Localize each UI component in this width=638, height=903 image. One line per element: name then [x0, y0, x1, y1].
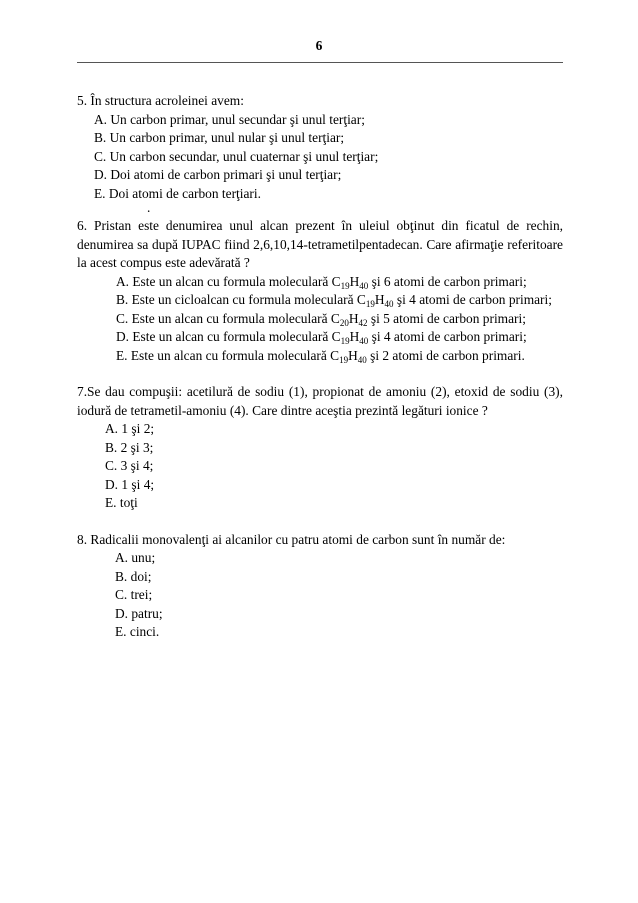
question-8-stem: 8. Radicalii monovalenţi ai alcanilor cu patru atomi de carbon sunt în număr de: [77, 531, 506, 547]
spacer [77, 513, 563, 531]
question-7-stem: 7.Se dau compuşii: acetilură de sodiu (1), propionat de amoniu (2), etoxid de sodiu (3), iodură de tetrametil-amoniu (4). Care dintre aceştia prezintă legături ionice ? [77, 384, 563, 418]
q7-option-e: E. toţi [105, 495, 138, 510]
subscript-carbon: 19 [339, 354, 349, 365]
question-5-options [77, 111, 563, 204]
formula-hydrogen: H [349, 329, 360, 344]
q5-option-c: C. Un carbon secundar, unul cuaternar şi unul terţiar; [94, 148, 379, 164]
q8-option-d: D. patru; [115, 605, 163, 621]
q8-option-e: E. cinci. [115, 624, 160, 639]
question-6 [77, 217, 563, 365]
formula-prefix: B. Este un cicloalcan cu formula moleculară C [116, 292, 366, 307]
formula-hydrogen: H [349, 273, 360, 289]
q6-option-e [77, 347, 563, 366]
page-number: 6 [315, 38, 323, 53]
formula-suffix: şi 2 atomi de carbon primari. [366, 347, 525, 363]
q8-option-a: A. unu; [115, 550, 156, 565]
question-6-options [77, 273, 563, 366]
q7-option-d: D. 1 şi 4; [105, 476, 155, 492]
q5-option-a: A. Un carbon primar, unul secundar şi unul terţiar; [94, 111, 365, 127]
formula-prefix: A. Este un alcan cu formula moleculară C [116, 273, 341, 289]
question-6-stem: 6. Pristan este denumirea unul alcan prezent în uleiul obţinut din ficatul de rechin, denumirea sa după IUPAC fiind 2,6,10,14-tetrametilpentadecan. Care afirmaţie referitoare la acest compus este adevărată ? [77, 218, 563, 270]
q5-option-b: B. Un carbon primar, unul nular şi unul terţiar; [94, 130, 345, 145]
subscript-carbon: 20 [339, 317, 349, 328]
q5-option-e: E. Doi atomi de carbon terţiari. [94, 185, 261, 201]
formula-hydrogen: H [374, 292, 385, 307]
formula-hydrogen: H [348, 347, 358, 363]
q6-option-d [77, 328, 563, 347]
question-5 [77, 92, 563, 217]
formula-hydrogen: H [348, 310, 359, 326]
question-8-options [77, 549, 563, 642]
formula-suffix: şi 4 atomi de carbon primari; [393, 292, 552, 307]
subscript-hydrogen: 40 [357, 354, 367, 365]
subscript-hydrogen: 42 [358, 317, 368, 328]
q5-option-d: D. Doi atomi de carbon primari şi unul terţiar; [94, 167, 342, 182]
q8-option-b: B. doi; [115, 568, 152, 584]
q6-option-c [77, 310, 563, 329]
q7-option-c: C. 3 şi 4; [105, 458, 154, 473]
q8-option-c: C. trei; [115, 587, 153, 602]
subscript-hydrogen: 40 [359, 280, 369, 291]
question-7 [77, 383, 563, 513]
formula-suffix: şi 5 atomi de carbon primari; [367, 310, 526, 326]
subscript-hydrogen: 40 [384, 299, 394, 309]
formula-prefix: E. Este un alcan cu formula moleculară C [116, 347, 340, 363]
subscript-carbon: 19 [365, 299, 375, 309]
spacer [77, 365, 563, 383]
subscript-hydrogen: 40 [359, 336, 369, 346]
q6-option-b [77, 291, 563, 310]
formula-suffix: şi 4 atomi de carbon primari; [368, 329, 527, 344]
page-content [77, 92, 563, 642]
q7-option-b: B. 2 şi 3; [105, 439, 154, 455]
formula-prefix: D. Este un alcan cu formula moleculară C [116, 329, 341, 344]
stray-dot: . [147, 200, 151, 215]
question-7-options [77, 420, 563, 513]
formula-prefix: C. Este un alcan cu formula moleculară C [116, 310, 340, 326]
question-5-stem: 5. În structura acroleinei avem: [77, 93, 244, 108]
header-divider [77, 62, 563, 63]
q7-option-a: A. 1 şi 2; [105, 421, 155, 436]
formula-suffix: şi 6 atomi de carbon primari; [368, 273, 527, 289]
q6-option-a [77, 273, 563, 292]
subscript-carbon: 19 [340, 336, 350, 346]
question-8 [77, 531, 563, 642]
subscript-carbon: 19 [340, 280, 350, 291]
